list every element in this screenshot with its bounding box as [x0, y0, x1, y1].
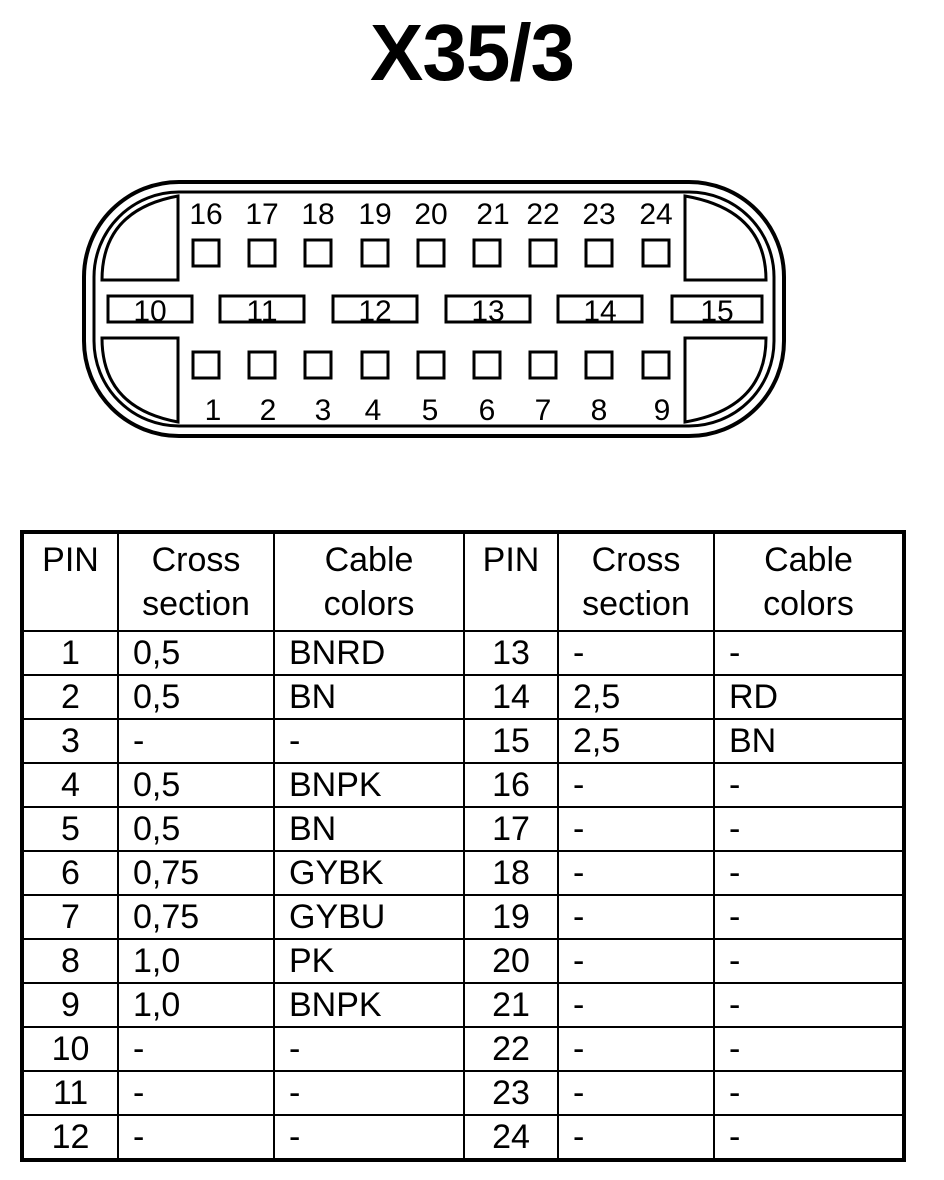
cable-color-cell: - [274, 1027, 464, 1071]
pin-socket [362, 352, 388, 378]
cross-section-cell: 0,5 [118, 807, 274, 851]
table-row [22, 675, 904, 719]
pin-number-cell: 24 [464, 1115, 558, 1160]
pin-number-cell: 2 [22, 675, 118, 719]
pin-number-cell: 12 [22, 1115, 118, 1160]
table-header-row [22, 532, 904, 631]
pin-label: 24 [639, 198, 673, 231]
cable-color-cell: - [714, 895, 904, 939]
pin-socket [474, 352, 500, 378]
pin-socket [193, 240, 219, 266]
cable-color-cell: - [714, 983, 904, 1027]
pin-number-cell: 21 [464, 983, 558, 1027]
connector-diagram [0, 160, 944, 460]
pin-label: 12 [358, 295, 392, 328]
cable-color-cell: BN [714, 719, 904, 763]
pin-assignment-table [20, 530, 906, 1162]
header-pin-right: PIN [464, 532, 558, 631]
cable-color-cell: BN [274, 807, 464, 851]
pin-label: 1 [204, 394, 222, 427]
table-row [22, 1027, 904, 1071]
cable-color-cell: - [714, 939, 904, 983]
cable-color-cell: - [274, 719, 464, 763]
header-pin-left: PIN [22, 532, 118, 631]
pin-label: 4 [364, 394, 382, 427]
cross-section-cell: - [558, 1115, 714, 1160]
cross-section-cell: 1,0 [118, 939, 274, 983]
pin-socket [193, 352, 219, 378]
cross-section-cell: 0,5 [118, 631, 274, 675]
pin-number-cell: 20 [464, 939, 558, 983]
connector-title: X35/3 [369, 8, 575, 97]
cross-section-cell: - [558, 631, 714, 675]
pin-number-cell: 8 [22, 939, 118, 983]
pin-socket [530, 240, 556, 266]
cross-section-cell: - [558, 1027, 714, 1071]
pin-socket [586, 240, 612, 266]
cross-section-cell: 0,5 [118, 675, 274, 719]
pin-label: 3 [314, 394, 332, 427]
cable-color-cell: - [714, 807, 904, 851]
cross-section-cell: - [558, 983, 714, 1027]
pin-number-cell: 3 [22, 719, 118, 763]
table-row [22, 631, 904, 675]
top-pin-row [189, 198, 672, 266]
table-row [22, 983, 904, 1027]
cross-section-cell: - [118, 719, 274, 763]
pin-number-cell: 16 [464, 763, 558, 807]
cable-color-cell: GYBK [274, 851, 464, 895]
pin-number-cell: 11 [22, 1071, 118, 1115]
cable-color-cell: BNPK [274, 763, 464, 807]
cable-color-cell: - [714, 631, 904, 675]
table-row [22, 1115, 904, 1160]
pin-label: 18 [301, 198, 335, 231]
cross-section-cell: 2,5 [558, 719, 714, 763]
pin-socket [249, 240, 275, 266]
table-row [22, 939, 904, 983]
cross-section-cell: - [118, 1071, 274, 1115]
bottom-pin-row [193, 352, 670, 427]
cross-section-cell: - [558, 851, 714, 895]
cable-color-cell: - [274, 1115, 464, 1160]
pin-number-cell: 7 [22, 895, 118, 939]
pin-label: 11 [246, 295, 278, 328]
cross-section-cell: - [118, 1027, 274, 1071]
pin-number-cell: 10 [22, 1027, 118, 1071]
cross-section-cell: - [558, 895, 714, 939]
pin-socket [586, 352, 612, 378]
header-cable-colors-right: Cable colors [714, 532, 904, 631]
pin-label: 10 [133, 295, 167, 328]
pin-socket [418, 240, 444, 266]
cable-color-cell: - [274, 1071, 464, 1115]
middle-pin-row [108, 295, 762, 328]
pin-socket [249, 352, 275, 378]
cable-color-cell: - [714, 1027, 904, 1071]
pin-number-cell: 5 [22, 807, 118, 851]
pin-number-cell: 4 [22, 763, 118, 807]
pin-label: 21 [476, 198, 510, 231]
cable-color-cell: - [714, 1115, 904, 1160]
cross-section-cell: 0,5 [118, 763, 274, 807]
table-row [22, 763, 904, 807]
table-row [22, 851, 904, 895]
pin-socket [418, 352, 444, 378]
pin-number-cell: 23 [464, 1071, 558, 1115]
pin-label: 17 [245, 198, 279, 231]
pin-socket [362, 240, 388, 266]
cable-color-cell: BN [274, 675, 464, 719]
cross-section-cell: 0,75 [118, 851, 274, 895]
pin-label: 14 [583, 295, 617, 328]
pin-number-cell: 1 [22, 631, 118, 675]
pin-label: 23 [582, 198, 616, 231]
pin-number-cell: 17 [464, 807, 558, 851]
cross-section-cell: - [558, 939, 714, 983]
header-cross-section-left: Cross section [118, 532, 274, 631]
pin-socket [643, 352, 669, 378]
table-row [22, 719, 904, 763]
pin-label: 5 [421, 394, 439, 427]
pin-socket [305, 240, 331, 266]
pin-number-cell: 6 [22, 851, 118, 895]
pin-number-cell: 13 [464, 631, 558, 675]
cross-section-cell: - [558, 763, 714, 807]
pin-label: 7 [534, 394, 552, 427]
cross-section-cell: 0,75 [118, 895, 274, 939]
cable-color-cell: - [714, 851, 904, 895]
cross-section-cell: - [558, 1071, 714, 1115]
pin-label: 8 [590, 394, 608, 427]
cable-color-cell: - [714, 763, 904, 807]
pin-label: 15 [700, 295, 734, 328]
pin-number-cell: 18 [464, 851, 558, 895]
pin-label: 2 [259, 394, 277, 427]
cross-section-cell: - [558, 807, 714, 851]
cable-color-cell: BNRD [274, 631, 464, 675]
pin-label: 13 [471, 295, 505, 328]
pin-label: 9 [653, 394, 671, 427]
cable-color-cell: - [714, 1071, 904, 1115]
cable-color-cell: BNPK [274, 983, 464, 1027]
pin-number-cell: 14 [464, 675, 558, 719]
cross-section-cell: 2,5 [558, 675, 714, 719]
pin-socket [643, 240, 669, 266]
pin-label: 6 [478, 394, 496, 427]
table-row [22, 1071, 904, 1115]
pin-number-cell: 9 [22, 983, 118, 1027]
table-row [22, 895, 904, 939]
header-cross-section-right: Cross section [558, 532, 714, 631]
cross-section-cell: 1,0 [118, 983, 274, 1027]
pin-socket [530, 352, 556, 378]
cross-section-cell: - [118, 1115, 274, 1160]
cable-color-cell: PK [274, 939, 464, 983]
pin-socket [474, 240, 500, 266]
pin-label: 19 [358, 198, 392, 231]
pin-number-cell: 19 [464, 895, 558, 939]
pin-socket [305, 352, 331, 378]
pin-label: 20 [414, 198, 448, 231]
pin-number-cell: 15 [464, 719, 558, 763]
pin-number-cell: 22 [464, 1027, 558, 1071]
cable-color-cell: GYBU [274, 895, 464, 939]
table-row [22, 807, 904, 851]
pin-label: 16 [189, 198, 223, 231]
pin-label: 22 [526, 198, 560, 231]
header-cable-colors-left: Cable colors [274, 532, 464, 631]
cable-color-cell: RD [714, 675, 904, 719]
